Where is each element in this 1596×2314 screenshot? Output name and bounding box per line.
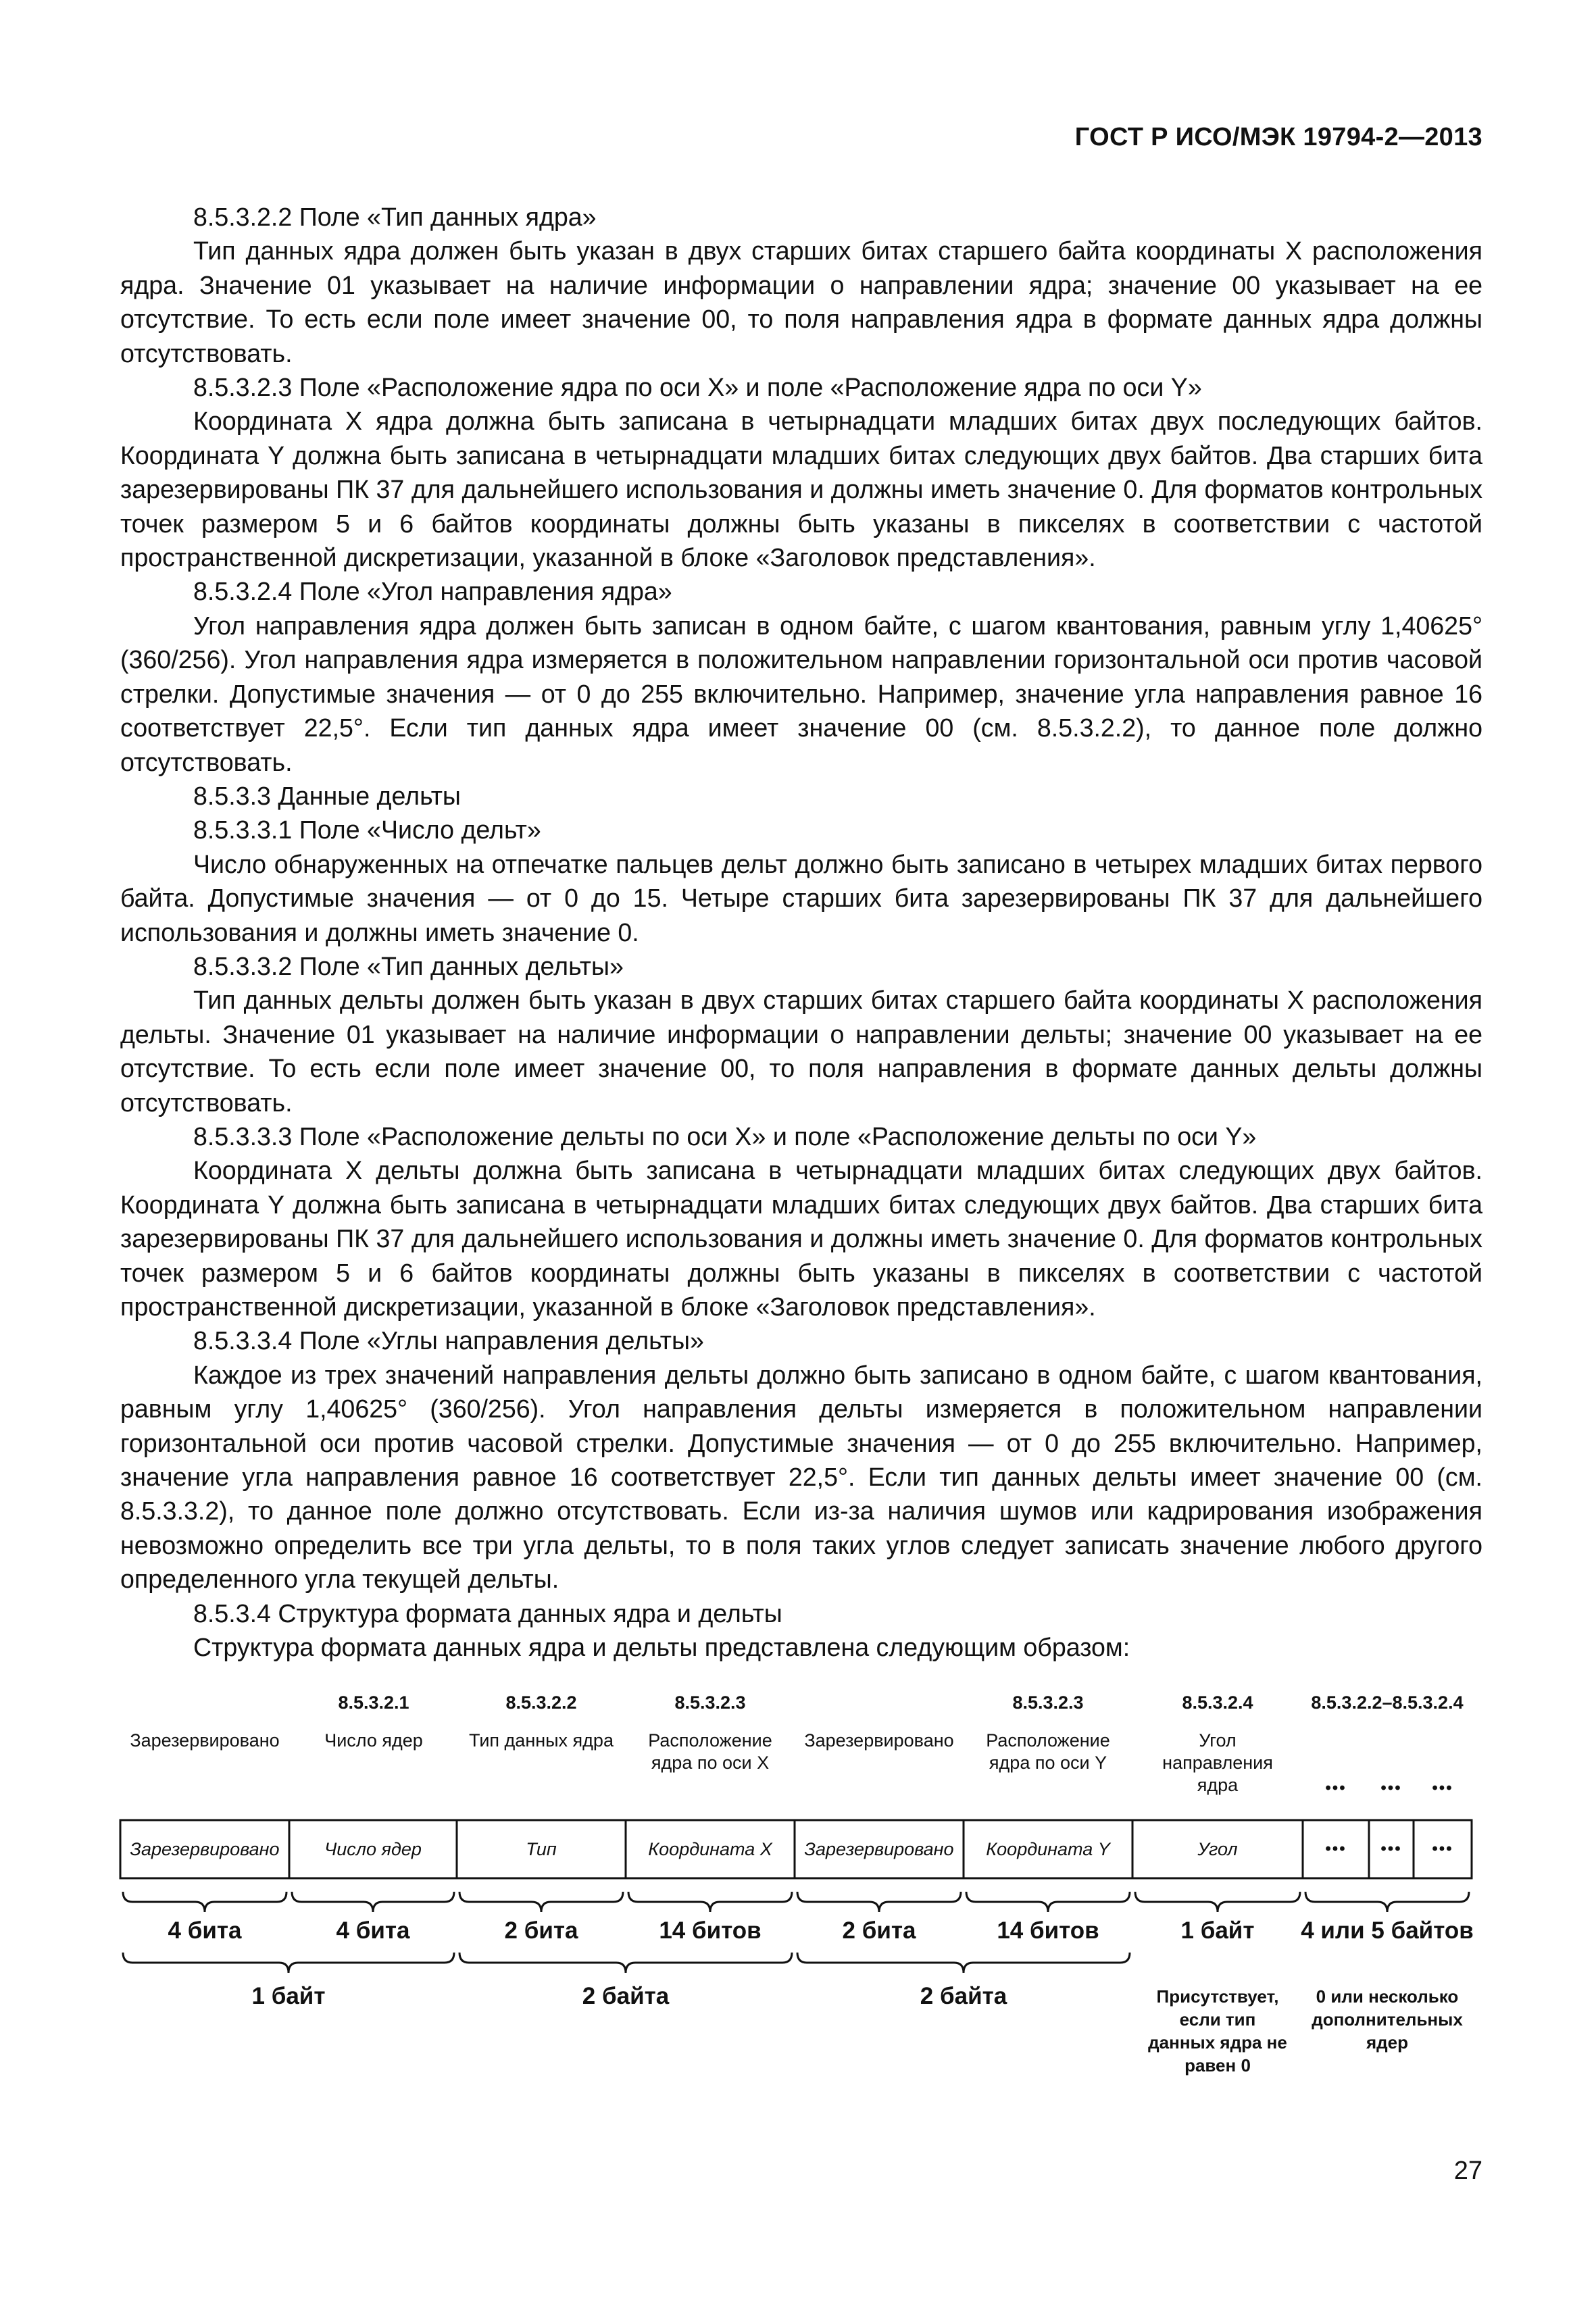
- page-number: 27: [1453, 2157, 1482, 2185]
- paragraph: Угол направления ядра должен быть записан в одном байте, с шагом квантования, равным углу 1,40625° (360/256). Угол направления ядра измеряется в положительном направлении горизонтальной оси против часовой стрелки. Допустимые значения — от 0 до 255 включительно. Например, значение угла направления равное 16 соответствует 22,5°. Если тип данных ядра имеет значение 00 (см. 8.5.3.2.2), то данное поле должно отсутствовать.: [120, 611, 1482, 776]
- bit-size-label: 14 битов: [997, 1917, 1099, 1944]
- field-label: Зарезервировано: [130, 1730, 280, 1751]
- section-reference: 8.5.3.2.3: [1012, 1692, 1084, 1713]
- bit-size-label: 14 битов: [659, 1917, 762, 1944]
- section-reference: 8.5.3.2.2: [505, 1692, 577, 1713]
- byte-size-label: 1 байт: [251, 1983, 326, 2009]
- section-heading: 8.5.3.3.4 Поле «Углы направления дельты»: [193, 1326, 704, 1355]
- field-label: Тип данных ядра: [469, 1730, 614, 1751]
- section-heading: 8.5.3.2.2 Поле «Тип данных ядра»: [193, 203, 597, 231]
- bit-size-label: 2 бита: [842, 1917, 916, 1944]
- section-heading: 8.5.3.3.1 Поле «Число дельт»: [193, 815, 541, 845]
- ellipsis-label: •••: [1380, 1779, 1402, 1797]
- bit-brace: [628, 1892, 792, 1912]
- bit-size-label: 4 бита: [336, 1917, 410, 1944]
- paragraph: Координата X ядра должна быть записана в четырнадцати младших битах двух последующих байтов. Координата Y должна быть записана в четырнадцати младших битах следующих двух байтов. Два старших бита зарезервированы ПК 37 для дальнейшего использования и должны иметь значение 0. Для форматов контрольных точек размером 5 и 6 байтов координаты должны быть указаны в пикселях в соответствии с частотой пространственной дискретизации, указанной в блоке «Заголовок представления».: [120, 407, 1482, 572]
- byte-size-label: 2 байта: [920, 1983, 1007, 2009]
- ellipsis-cell: •••: [1432, 1840, 1453, 1858]
- section-reference: 8.5.3.2.1: [338, 1692, 409, 1713]
- paragraph: Тип данных ядра должен быть указан в двух старших битах старшего байта координаты X расположения ядра. Значение 01 указывает на наличие информации о направлении ядра; значение 00 указывает на ее отсутствие. То есть если поле имеет значение 00, то поля направления ядра в формате данных ядра должны отсутствовать.: [120, 236, 1482, 368]
- bit-brace: [123, 1892, 286, 1912]
- section-heading: 8.5.3.3.2 Поле «Тип данных дельты»: [193, 951, 624, 980]
- document-header: ГОСТ Р ИСО/МЭК 19794-2—2013: [1074, 123, 1482, 151]
- section-heading: 8.5.3.2.3 Поле «Расположение ядра по оси X» и поле «Расположение ядра по оси Y»: [193, 373, 1202, 402]
- byte-brace: [123, 1953, 454, 1973]
- bit-size-label: 1 байт: [1180, 1917, 1255, 1944]
- paragraph: Каждое из трех значений направления дельты должно быть записано в одном байте, с шагом квантования, равным углу 1,40625° (360/256). Угол направления дельты измеряется в положительном направлении горизонтальной оси против часовой стрелки. Допустимые значения — от 0 до 255 включительно. Например, значение угла направления равное 16 соответствует 22,5°. Если тип данных дельты имеет значение 00 (см. 8.5.3.3.2), то данное поле должно отсутствовать. Если из-за наличия шумов или кадрирования изображения невозможно определить все три угла дельты, то в поля таких углов следует записать значение любого другого определенного угла текущей дельты.: [120, 1360, 1482, 1594]
- section-heading: 8.5.3.2.4 Поле «Угол направления ядра»: [193, 577, 672, 606]
- field-label: Зарезервировано: [804, 1730, 954, 1751]
- bit-brace: [459, 1892, 623, 1912]
- byte-brace: [459, 1953, 792, 1973]
- paragraph: Структура формата данных ядра и дельты представлена следующим образом:: [193, 1633, 1130, 1662]
- section-heading: 8.5.3.3.3 Поле «Расположение дельты по оси X» и поле «Расположение дельты по оси Y»: [193, 1122, 1257, 1151]
- bit-size-label: 4 или 5 байтов: [1301, 1917, 1474, 1944]
- paragraph: Тип данных дельты должен быть указан в двух старших битах старшего байта координаты X расположения дельты. Значение 01 указывает на наличие информации о направлении дельты; значение 00 указывает на ее отсутствие. То есть если поле имеет значение 00, то поля направления в формате данных дельты должны отсутствовать.: [120, 986, 1482, 1117]
- record-cell: Координата X: [648, 1838, 772, 1859]
- section-heading: 8.5.3.4 Структура формата данных ядра и дельты: [193, 1599, 782, 1628]
- angle-presence-note: Присутствует, если тип данных ядра не равен 0: [1148, 1986, 1287, 2076]
- ellipsis-label: •••: [1432, 1779, 1453, 1797]
- paragraph: Координата X дельты должна быть записана в четырнадцати младших битах следующих двух байтов. Координата Y должна быть записана в четырнадцати младших битах следующих двух байтов. Два старших бита зарезервированы ПК 37 для дальнейшего использования и должны иметь значение 0. Для форматов контрольных точек размером 5 и 6 байтов координаты должны быть указаны в пикселях в соответствии с частотой пространственной дискретизации, указанной в блоке «Заголовок представления».: [120, 1156, 1482, 1321]
- byte-size-label: 2 байта: [582, 1983, 670, 2009]
- record-cell: Число ядер: [324, 1838, 422, 1859]
- ellipsis-cell: •••: [1380, 1840, 1402, 1858]
- record-cell: Угол: [1197, 1838, 1238, 1859]
- record-cell: Координата Y: [986, 1838, 1110, 1859]
- ellipsis-cell: •••: [1325, 1840, 1347, 1858]
- record-cell: Зарезервировано: [804, 1838, 954, 1859]
- section-heading: 8.5.3.3 Данные дельты: [193, 781, 461, 810]
- record-cell: Тип: [526, 1838, 557, 1859]
- bit-brace: [292, 1892, 454, 1912]
- extra-cores-note: 0 или несколько дополнительных ядер: [1312, 1986, 1463, 2053]
- bit-size-label: 4 бита: [168, 1917, 242, 1944]
- field-label: Угол направления ядра: [1162, 1730, 1273, 1795]
- field-label: Расположение ядра по оси Y: [986, 1730, 1110, 1773]
- bit-brace: [1305, 1892, 1469, 1912]
- bit-brace: [797, 1892, 961, 1912]
- body-text: [120, 200, 1482, 1664]
- section-reference: 8.5.3.2.4: [1182, 1692, 1253, 1713]
- paragraph: Число обнаруженных на отпечатке пальцев дельт должно быть записано в четырех младших битах первого байта. Допустимые значения — от 0 до 15. Четыре старших бита зарезервированы ПК 37 для дальнейшего использования и должны иметь значение 0.: [120, 849, 1482, 947]
- bit-size-label: 2 бита: [504, 1917, 578, 1944]
- field-label: Расположение ядра по оси X: [648, 1730, 772, 1773]
- bit-brace: [966, 1892, 1130, 1912]
- bit-brace: [1135, 1892, 1300, 1912]
- field-label: Число ядер: [324, 1730, 423, 1751]
- byte-brace: [797, 1953, 1130, 1973]
- section-reference: 8.5.3.2.3: [674, 1692, 746, 1713]
- record-cell: Зарезервировано: [130, 1838, 280, 1859]
- section-reference: 8.5.3.2.2–8.5.3.2.4: [1311, 1692, 1464, 1713]
- ellipsis-label: •••: [1325, 1779, 1347, 1797]
